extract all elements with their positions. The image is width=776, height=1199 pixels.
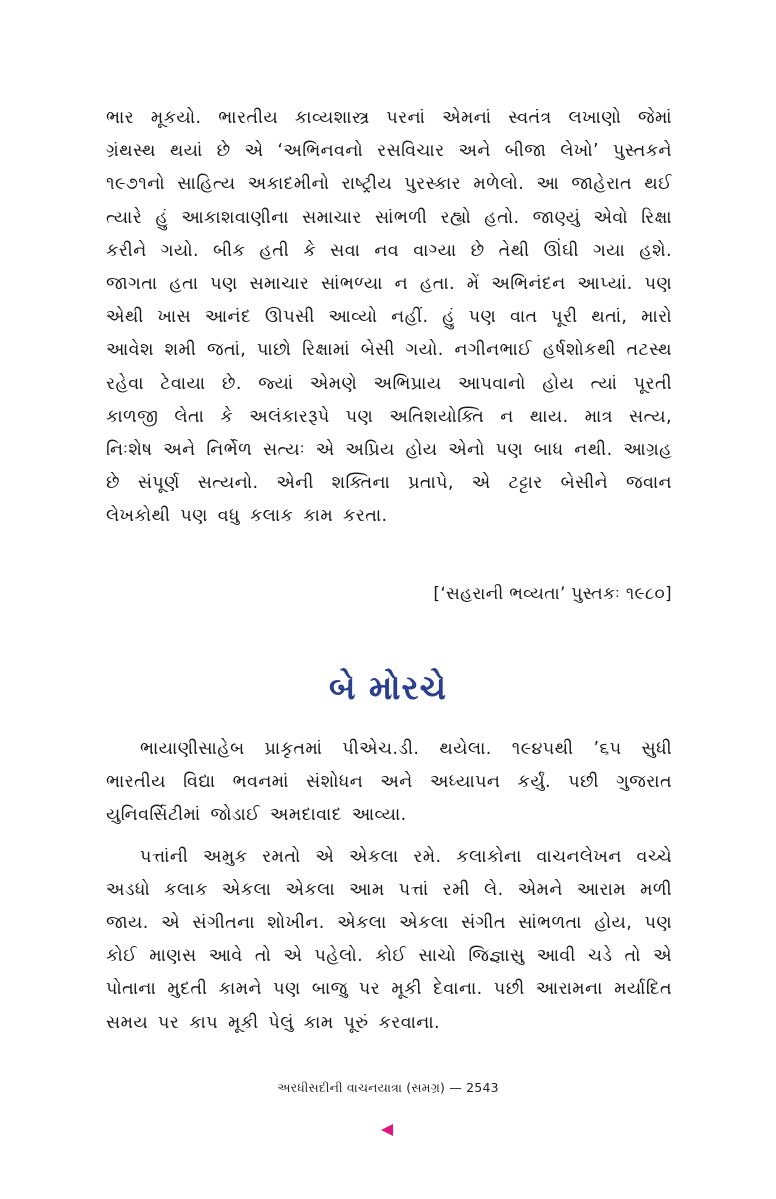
section-body: [106, 733, 672, 1048]
section-heading: બે મોરચે: [329, 668, 447, 707]
previous-page-icon[interactable]: [381, 1124, 393, 1136]
paragraph-1: ભાયાણીસાહેબ પ્રાકૃતમાં પીએચ.ડી. થયેલા. ૧૯૪૫થી ’૬૫ સુધી ભારતીય વિદ્યા ભવનમાં સંશોધન અને અધ્યાપન કર્યું. પછી ગુજરાત યુનિવર્સિટીમાં જોડાઈ અમદાવાદ આવ્યા.: [106, 739, 672, 826]
continued-paragraph: ભાર મૂકયો. ભારતીય કાવ્યશાસ્ત્ર પરનાં એમનાં સ્વતંત્ર લખાણો જેમાં ગ્રંથસ્થ થયાં છે એ ‘અભિનવનો રસવિચાર અને બીજા લેખો’ પુસ્તકને ૧૯૭૧નો સાહિત્ય અકાદમીનો રાષ્ટ્રીય પુરસ્કાર મળેલો. આ જાહેરાત થઈ ત્યારે હું આકાશવાણીના સમાચાર સાંભળી રહ્યો હતો. જાણ્યું એવો રિક્ષા કરીને ગયો. બીક હતી કે સવા નવ વાગ્યા છે તેથી ઊંઘી ગયા હશે. જાગતા હતા પણ સમાચાર સાંભળ્યા ન હતા. મેં અભિનંદન આપ્યાં. પણ એથી ખાસ આનંદ ઊપસી આવ્યો નહીં. હું પણ વાત પૂરી થતાં, મારો આવેશ શમી જતાં, પાછો રિક્ષામાં બેસી ગયો. નગીનભાઈ હર્ષશોકથી તટસ્થ રહેવા ટેવાયા છે. જ્યાં એમણે અભિપ્રાય આપવાનો હોય ત્યાં પૂરતી કાળજી લેતા કે અલંકારરૂપે પણ અતિશયોક્તિ ન થાય. માત્ર સત્ય, નિઃશેષ અને નિર્ભેળ સત્યઃ એ અપ્રિય હોય એનો પણ બાધ નથી. આગ્રહ છે સંપૂર્ણ સત્યનો. એની શક્તિના પ્રતાપે, એ ટટ્ટાર બેસીને જવાન લેખકોથી પણ વધુ કલાક કામ કરતા.: [106, 108, 672, 527]
paragraph-2: પત્તાંની અમુક રમતો એ એકલા રમે. કલાકોના વાચનલેખન વચ્ચે અડધો કલાક એકલા એકલા આમ પત્તાં રમી લે. એમને આરામ મળી જાય. એ સંગીતના શોખીન. એકલા એકલા સંગીત સાંભળતા હોય, પણ કોઈ માણસ આવે તો એ પહેલો. કોઈ સાચો જિજ્ઞાસુ આવી ચડે તો એ પોતાના મુદતી કામને પણ બાજુ પર મૂકી દેવાના. પછી આરામના મર્યાદિત સમય પર કાપ મૂકી પેલું કામ પૂરું કરવાના.: [106, 846, 672, 1033]
page-footer: અરધીસદીની વાચનયાત્રા (સમગ્ર) — 2543: [277, 1080, 499, 1095]
source-citation: [‘સહરાની ભવ્યતા’ પુસ્તકઃ ૧૯૮૦]: [433, 584, 672, 604]
